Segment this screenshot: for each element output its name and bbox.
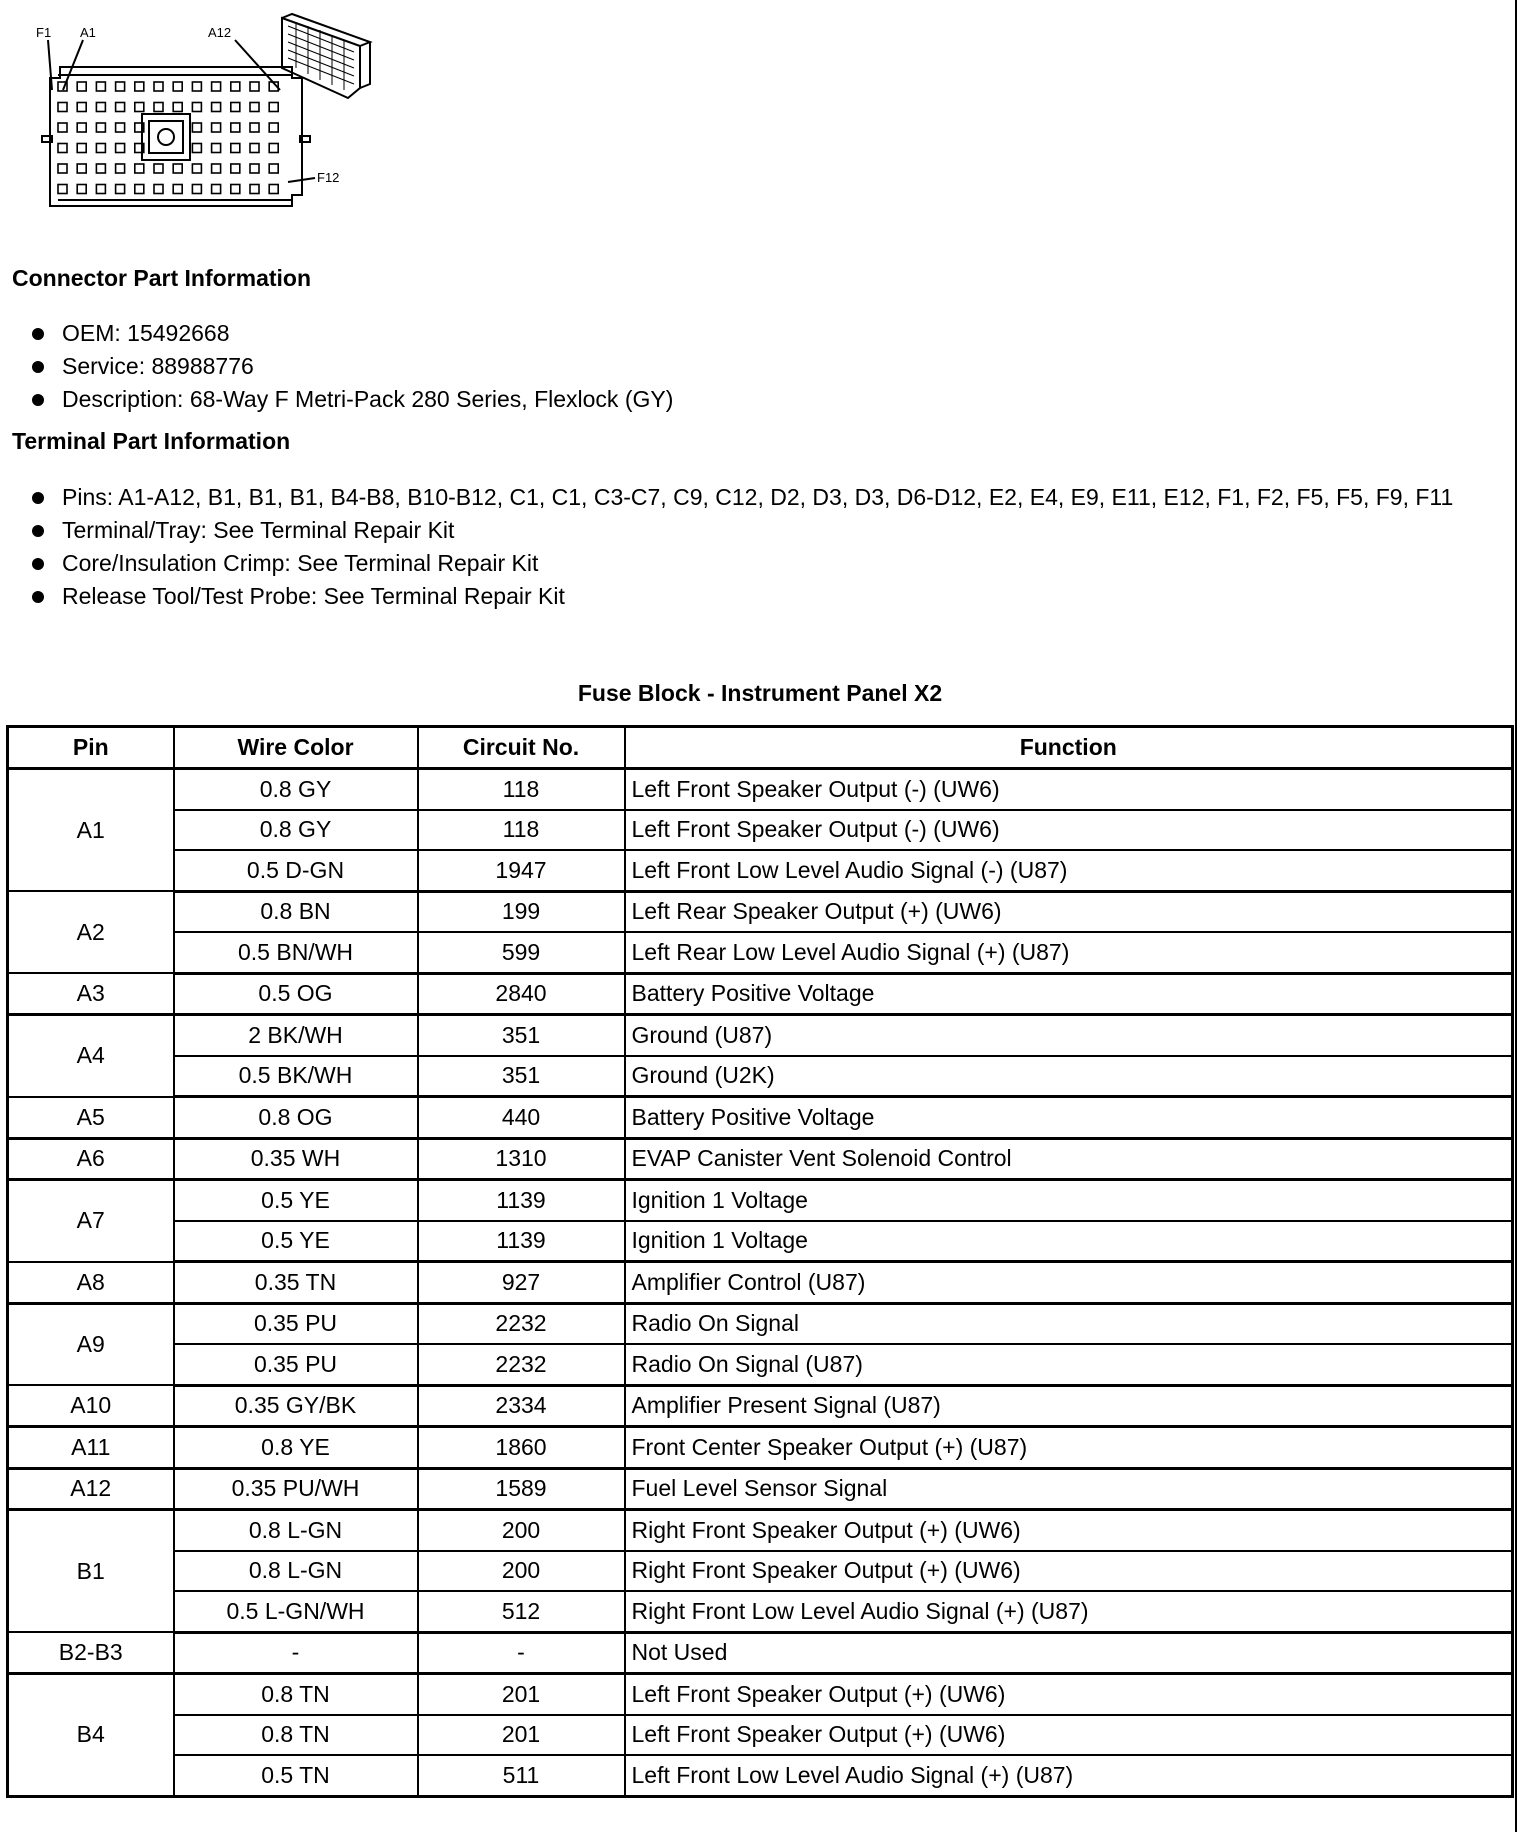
function-cell: Left Rear Low Level Audio Signal (+) (U87): [625, 932, 1513, 973]
wire-color-cell: 2 BK/WH: [174, 1015, 418, 1056]
bullet-icon: [32, 591, 44, 603]
table-row: [8, 1180, 1513, 1221]
table-row: [8, 973, 1513, 1015]
table-row: [8, 1674, 1513, 1715]
cavity: [192, 144, 201, 153]
cavity: [250, 164, 259, 173]
wire-color-cell: 0.5 YE: [174, 1221, 418, 1262]
function-cell: EVAP Canister Vent Solenoid Control: [625, 1138, 1513, 1180]
wire-color-cell: 0.8 L-GN: [174, 1510, 418, 1551]
circuit-cell: 1139: [418, 1221, 625, 1262]
list-item-text: Release Tool/Test Probe: See Terminal Repair Kit: [62, 583, 565, 609]
header-wire-color: Wire Color: [174, 727, 418, 769]
table-row: [8, 1510, 1513, 1551]
table-row: [8, 850, 1513, 891]
header-pin: Pin: [8, 727, 174, 769]
pin-cell: B1: [8, 1510, 174, 1633]
circuit-cell: 440: [418, 1097, 625, 1139]
circuit-cell: 118: [418, 769, 625, 810]
cavity: [269, 164, 278, 173]
function-cell: Ground (U87): [625, 1015, 1513, 1056]
bullet-icon: [32, 492, 44, 504]
function-cell: Left Front Low Level Audio Signal (+) (U87): [625, 1755, 1513, 1796]
circuit-cell: 200: [418, 1510, 625, 1551]
cavity: [173, 164, 182, 173]
pin-cell: A4: [8, 1015, 174, 1097]
cavity: [212, 82, 221, 91]
cavity: [77, 103, 86, 112]
cavity: [269, 185, 278, 194]
cavity: [135, 185, 144, 194]
cavity: [116, 185, 125, 194]
pin-cell: A8: [8, 1262, 174, 1304]
wire-color-cell: 0.5 YE: [174, 1180, 418, 1221]
pin-cell: A9: [8, 1303, 174, 1385]
cavity: [58, 103, 67, 112]
circuit-cell: 1860: [418, 1427, 625, 1469]
cavity: [231, 103, 240, 112]
wire-color-cell: 0.8 GY: [174, 810, 418, 851]
function-cell: Fuel Level Sensor Signal: [625, 1468, 1513, 1510]
table-row: [8, 1468, 1513, 1510]
cavity: [77, 144, 86, 153]
list-item: [30, 547, 1500, 580]
label-f1: F1: [36, 25, 52, 40]
function-cell: Right Front Speaker Output (+) (UW6): [625, 1510, 1513, 1551]
list-item-text: Pins: A1-A12, B1, B1, B1, B4-B8, B10-B12, C1, C1, C3-C7, C9, C12, D2, D3, D3, D6-D12, E2, E4, E9, E11, E12, F1, F2, F5, F5, F9, F11: [62, 484, 1454, 510]
cavity: [135, 103, 144, 112]
cavity: [231, 185, 240, 194]
terminal-info-heading: Terminal Part Information: [12, 428, 291, 454]
cavity: [116, 144, 125, 153]
list-item: [30, 514, 1500, 547]
function-cell: Left Front Speaker Output (-) (UW6): [625, 810, 1513, 851]
table-row: [8, 1097, 1513, 1139]
pin-cell: A5: [8, 1097, 174, 1139]
circuit-cell: 927: [418, 1262, 625, 1304]
cavity: [154, 164, 163, 173]
table-title: Fuse Block - Instrument Panel X2: [577, 680, 943, 706]
header-circuit: Circuit No.: [418, 727, 625, 769]
cavity: [269, 103, 278, 112]
function-cell: Right Front Low Level Audio Signal (+) (U87): [625, 1591, 1513, 1632]
function-cell: Left Front Speaker Output (+) (UW6): [625, 1674, 1513, 1715]
circuit-cell: 1139: [418, 1180, 625, 1221]
wire-color-cell: 0.35 PU/WH: [174, 1468, 418, 1510]
wire-color-cell: 0.8 L-GN: [174, 1551, 418, 1592]
circuit-cell: 2840: [418, 973, 625, 1015]
function-cell: Left Rear Speaker Output (+) (UW6): [625, 891, 1513, 932]
list-item: [30, 481, 1500, 514]
circuit-cell: 351: [418, 1015, 625, 1056]
cavity: [96, 185, 105, 194]
cavity: [250, 123, 259, 132]
circuit-cell: 199: [418, 891, 625, 932]
function-cell: Not Used: [625, 1632, 1513, 1674]
circuit-cell: 1310: [418, 1138, 625, 1180]
cavity: [192, 185, 201, 194]
cavity: [58, 123, 67, 132]
cavity: [77, 185, 86, 194]
wire-color-cell: 0.8 GY: [174, 769, 418, 810]
bullet-icon: [32, 328, 44, 340]
cavity: [96, 164, 105, 173]
circuit-cell: 2232: [418, 1303, 625, 1344]
cavity: [250, 103, 259, 112]
cavity: [135, 164, 144, 173]
table-row: [8, 1385, 1513, 1427]
cavity: [173, 103, 182, 112]
cavity: [154, 185, 163, 194]
table-row: [8, 1056, 1513, 1097]
cavity: [250, 82, 259, 91]
circuit-cell: -: [418, 1632, 625, 1674]
list-item-text: Terminal/Tray: See Terminal Repair Kit: [62, 517, 455, 543]
list-item-text: Service: 88988776: [62, 353, 254, 379]
wire-color-cell: 0.35 PU: [174, 1303, 418, 1344]
connector-info-heading: Connector Part Information: [12, 265, 312, 291]
pinout-table: [6, 725, 1514, 1798]
cavity: [212, 185, 221, 194]
bullet-icon: [32, 525, 44, 537]
cavity: [116, 82, 125, 91]
wire-color-cell: 0.8 BN: [174, 891, 418, 932]
list-item: [30, 350, 1490, 383]
wire-color-cell: 0.5 L-GN/WH: [174, 1591, 418, 1632]
cavity: [173, 82, 182, 91]
list-item-text: Core/Insulation Crimp: See Terminal Repair Kit: [62, 550, 539, 576]
table-row: [8, 1591, 1513, 1632]
wire-color-cell: 0.5 D-GN: [174, 850, 418, 891]
wire-color-cell: 0.8 YE: [174, 1427, 418, 1469]
bullet-icon: [32, 361, 44, 373]
cavity: [116, 103, 125, 112]
cavity: [58, 164, 67, 173]
list-item-text: Description: 68-Way F Metri-Pack 280 Series, Flexlock (GY): [62, 386, 674, 412]
pin-cell: A3: [8, 973, 174, 1015]
pin-cell: B4: [8, 1674, 174, 1797]
list-item: [30, 383, 1490, 416]
cavity: [269, 144, 278, 153]
table-row: [8, 1221, 1513, 1262]
function-cell: Left Front Low Level Audio Signal (-) (U87): [625, 850, 1513, 891]
function-cell: Front Center Speaker Output (+) (U87): [625, 1427, 1513, 1469]
table-row: [8, 1262, 1513, 1304]
cavity: [77, 164, 86, 173]
table-row: [8, 1715, 1513, 1756]
pin-cell: A1: [8, 769, 174, 892]
terminal-info-list: [30, 481, 1500, 613]
function-cell: Left Front Speaker Output (-) (UW6): [625, 769, 1513, 810]
function-cell: Ignition 1 Voltage: [625, 1180, 1513, 1221]
wire-color-cell: 0.5 TN: [174, 1755, 418, 1796]
wire-color-cell: 0.5 BK/WH: [174, 1056, 418, 1097]
cavity: [231, 82, 240, 91]
cavity: [173, 185, 182, 194]
table-row: [8, 1427, 1513, 1469]
wire-color-cell: 0.5 BN/WH: [174, 932, 418, 973]
cavity: [116, 164, 125, 173]
wire-color-cell: 0.8 TN: [174, 1674, 418, 1715]
cavity: [269, 123, 278, 132]
cavity: [58, 144, 67, 153]
list-item: [30, 580, 1500, 613]
label-f12: F12: [317, 170, 340, 185]
cavity: [212, 164, 221, 173]
table-header-row: [8, 727, 1513, 769]
pin-cell: A12: [8, 1468, 174, 1510]
table-row: [8, 891, 1513, 932]
connector-info-list: [30, 317, 1490, 416]
cavity: [192, 82, 201, 91]
cavity: [212, 144, 221, 153]
function-cell: Battery Positive Voltage: [625, 1097, 1513, 1139]
function-cell: Radio On Signal: [625, 1303, 1513, 1344]
function-cell: Ignition 1 Voltage: [625, 1221, 1513, 1262]
wire-color-cell: 0.8 OG: [174, 1097, 418, 1139]
list-item: [30, 317, 1490, 350]
cavity: [212, 103, 221, 112]
cavity: [192, 164, 201, 173]
wire-color-cell: -: [174, 1632, 418, 1674]
function-cell: Radio On Signal (U87): [625, 1344, 1513, 1385]
cavity: [96, 103, 105, 112]
pin-cell: A2: [8, 891, 174, 973]
circuit-cell: 351: [418, 1056, 625, 1097]
cavity: [96, 144, 105, 153]
pin-cell: A11: [8, 1427, 174, 1469]
table-row: [8, 1138, 1513, 1180]
cavity: [96, 123, 105, 132]
wire-color-cell: 0.35 WH: [174, 1138, 418, 1180]
connector-diagram: [30, 10, 390, 225]
cavity: [231, 164, 240, 173]
cavity: [116, 123, 125, 132]
header-function: Function: [625, 727, 1513, 769]
circuit-cell: 201: [418, 1715, 625, 1756]
pin-cell: A7: [8, 1180, 174, 1262]
pin-cell: B2-B3: [8, 1632, 174, 1674]
function-cell: Right Front Speaker Output (+) (UW6): [625, 1551, 1513, 1592]
table-row: [8, 1755, 1513, 1796]
cavity: [77, 123, 86, 132]
cavity: [58, 185, 67, 194]
wire-color-cell: 0.8 TN: [174, 1715, 418, 1756]
list-item-text: OEM: 15492668: [62, 320, 230, 346]
wire-color-cell: 0.35 GY/BK: [174, 1385, 418, 1427]
table-row: [8, 1632, 1513, 1674]
table-row: [8, 1303, 1513, 1344]
cavity: [154, 82, 163, 91]
table-row: [8, 769, 1513, 810]
table-row: [8, 1344, 1513, 1385]
cavity: [77, 82, 86, 91]
function-cell: Ground (U2K): [625, 1056, 1513, 1097]
wire-color-cell: 0.5 OG: [174, 973, 418, 1015]
bullet-icon: [32, 558, 44, 570]
table-row: [8, 1551, 1513, 1592]
pin-cell: A6: [8, 1138, 174, 1180]
cavity: [250, 185, 259, 194]
cavity: [231, 144, 240, 153]
bullet-icon: [32, 394, 44, 406]
function-cell: Battery Positive Voltage: [625, 973, 1513, 1015]
circuit-cell: 511: [418, 1755, 625, 1796]
function-cell: Amplifier Present Signal (U87): [625, 1385, 1513, 1427]
circuit-cell: 201: [418, 1674, 625, 1715]
wire-color-cell: 0.35 PU: [174, 1344, 418, 1385]
label-a12: A12: [208, 25, 232, 40]
cavity: [192, 103, 201, 112]
circuit-cell: 1589: [418, 1468, 625, 1510]
table-row: [8, 932, 1513, 973]
circuit-cell: 1947: [418, 850, 625, 891]
cavity: [135, 82, 144, 91]
cavity: [212, 123, 221, 132]
circuit-cell: 512: [418, 1591, 625, 1632]
circuit-cell: 118: [418, 810, 625, 851]
page-border: [1515, 0, 1517, 1832]
circuit-cell: 2232: [418, 1344, 625, 1385]
cavity: [192, 123, 201, 132]
circuit-cell: 599: [418, 932, 625, 973]
function-cell: Left Front Speaker Output (+) (UW6): [625, 1715, 1513, 1756]
cavity: [250, 144, 259, 153]
circuit-cell: 200: [418, 1551, 625, 1592]
function-cell: Amplifier Control (U87): [625, 1262, 1513, 1304]
pin-cell: A10: [8, 1385, 174, 1427]
cavity: [96, 82, 105, 91]
cavity: [231, 123, 240, 132]
cavity: [154, 103, 163, 112]
circuit-cell: 2334: [418, 1385, 625, 1427]
wire-color-cell: 0.35 TN: [174, 1262, 418, 1304]
table-row: [8, 810, 1513, 851]
label-a1: A1: [80, 25, 96, 40]
table-row: [8, 1015, 1513, 1056]
